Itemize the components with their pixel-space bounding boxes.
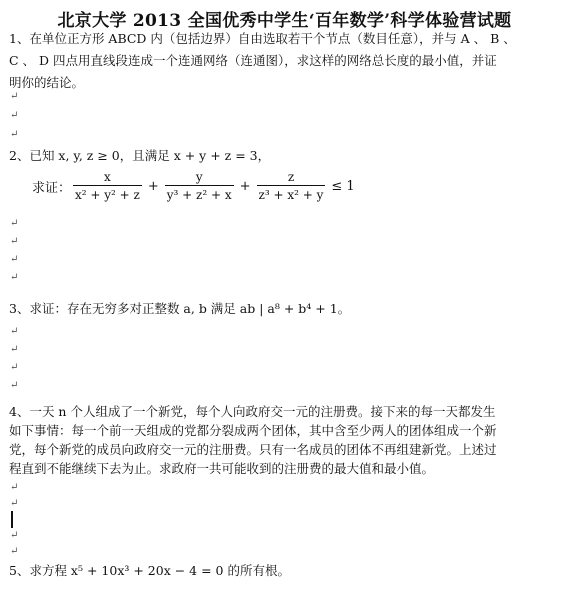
question-4-line-2: 如下事情：每一个前一天组成的党都分裂成两个团体，其中含至少两人的团体组成一个新 xyxy=(9,423,497,438)
paragraph-mark: ↵ xyxy=(10,272,19,283)
question-3: 3、求证：存在无穷多对正整数 a, b 满足 ab | a⁸ + b⁴ + 1。 xyxy=(9,301,351,316)
fraction-1 xyxy=(73,170,142,202)
plus-sign: + xyxy=(147,178,159,194)
paragraph-mark: ↵ xyxy=(10,498,19,509)
paragraph-mark: ↵ xyxy=(10,110,19,121)
question-4-line-4: 程直到不能继续下去为止。求政府一共可能收到的注册费的最大值和最小值。 xyxy=(9,461,435,476)
paragraph-mark: ↵ xyxy=(10,326,19,337)
fraction-1-denominator: x² + y² + z xyxy=(73,185,142,202)
fraction-2-numerator: y xyxy=(195,170,203,184)
fraction-3-denominator: z³ + x² + y xyxy=(257,185,326,202)
question-1-line-2: C 、 D 四点用直线段连成一个连通网络（连通图），求这样的网络总长度的最小值，并证 xyxy=(9,53,497,68)
fraction-3-numerator: z xyxy=(287,170,295,184)
fraction-2 xyxy=(165,170,234,202)
paragraph-mark: ↵ xyxy=(10,546,19,557)
paragraph-mark: ↵ xyxy=(10,254,19,265)
fraction-1-numerator: x xyxy=(104,170,111,184)
paragraph-mark: ↵ xyxy=(10,236,19,247)
question-2-intro: 2、已知 x, y, z ≥ 0，且满足 x + y + z = 3， xyxy=(9,148,271,163)
question-1-line-1: 1、在单位正方形 ABCD 内（包括边界）自由选取若干个节点（数目任意），并与 A 、 B 、 xyxy=(9,31,516,46)
question-4-line-3: 党，每个新党的成员向政府交一元的注册费。只有一名成员的团体不再组建新党。上述过 xyxy=(9,442,497,457)
fraction-2-denominator: y³ + z² + x xyxy=(165,185,234,202)
inequality-rhs: ≤ 1 xyxy=(331,178,355,194)
question-1-line-3: 明你的结论。 xyxy=(9,75,85,90)
question-2-inequality xyxy=(32,170,355,202)
paragraph-mark: ↵ xyxy=(10,482,19,493)
paragraph-mark: ↵ xyxy=(10,344,19,355)
paragraph-mark: ↵ xyxy=(10,218,19,229)
plus-sign: + xyxy=(239,178,251,194)
question-4-line-1: 4、一天 n 个人组成了一个新党，每个人向政府交一元的注册费。接下来的每一天都发生 xyxy=(9,404,496,419)
paragraph-mark: ↵ xyxy=(10,380,19,391)
question-5: 5、求方程 x⁵ + 10x³ + 20x − 4 = 0 的所有根。 xyxy=(9,563,290,578)
paragraph-mark: ↵ xyxy=(10,530,19,541)
paragraph-mark: ↵ xyxy=(10,91,19,102)
exam-title: 北京大学 2013 全国优秀中学生‘百年数学’科学体验营试题 xyxy=(57,11,512,31)
paragraph-mark: ↵ xyxy=(10,129,19,140)
fraction-3 xyxy=(257,170,326,202)
paragraph-mark: ↵ xyxy=(10,362,19,373)
text-cursor xyxy=(11,511,13,528)
question-4 xyxy=(9,402,557,478)
question-1 xyxy=(9,28,557,94)
prove-label: 求证： xyxy=(32,180,72,196)
